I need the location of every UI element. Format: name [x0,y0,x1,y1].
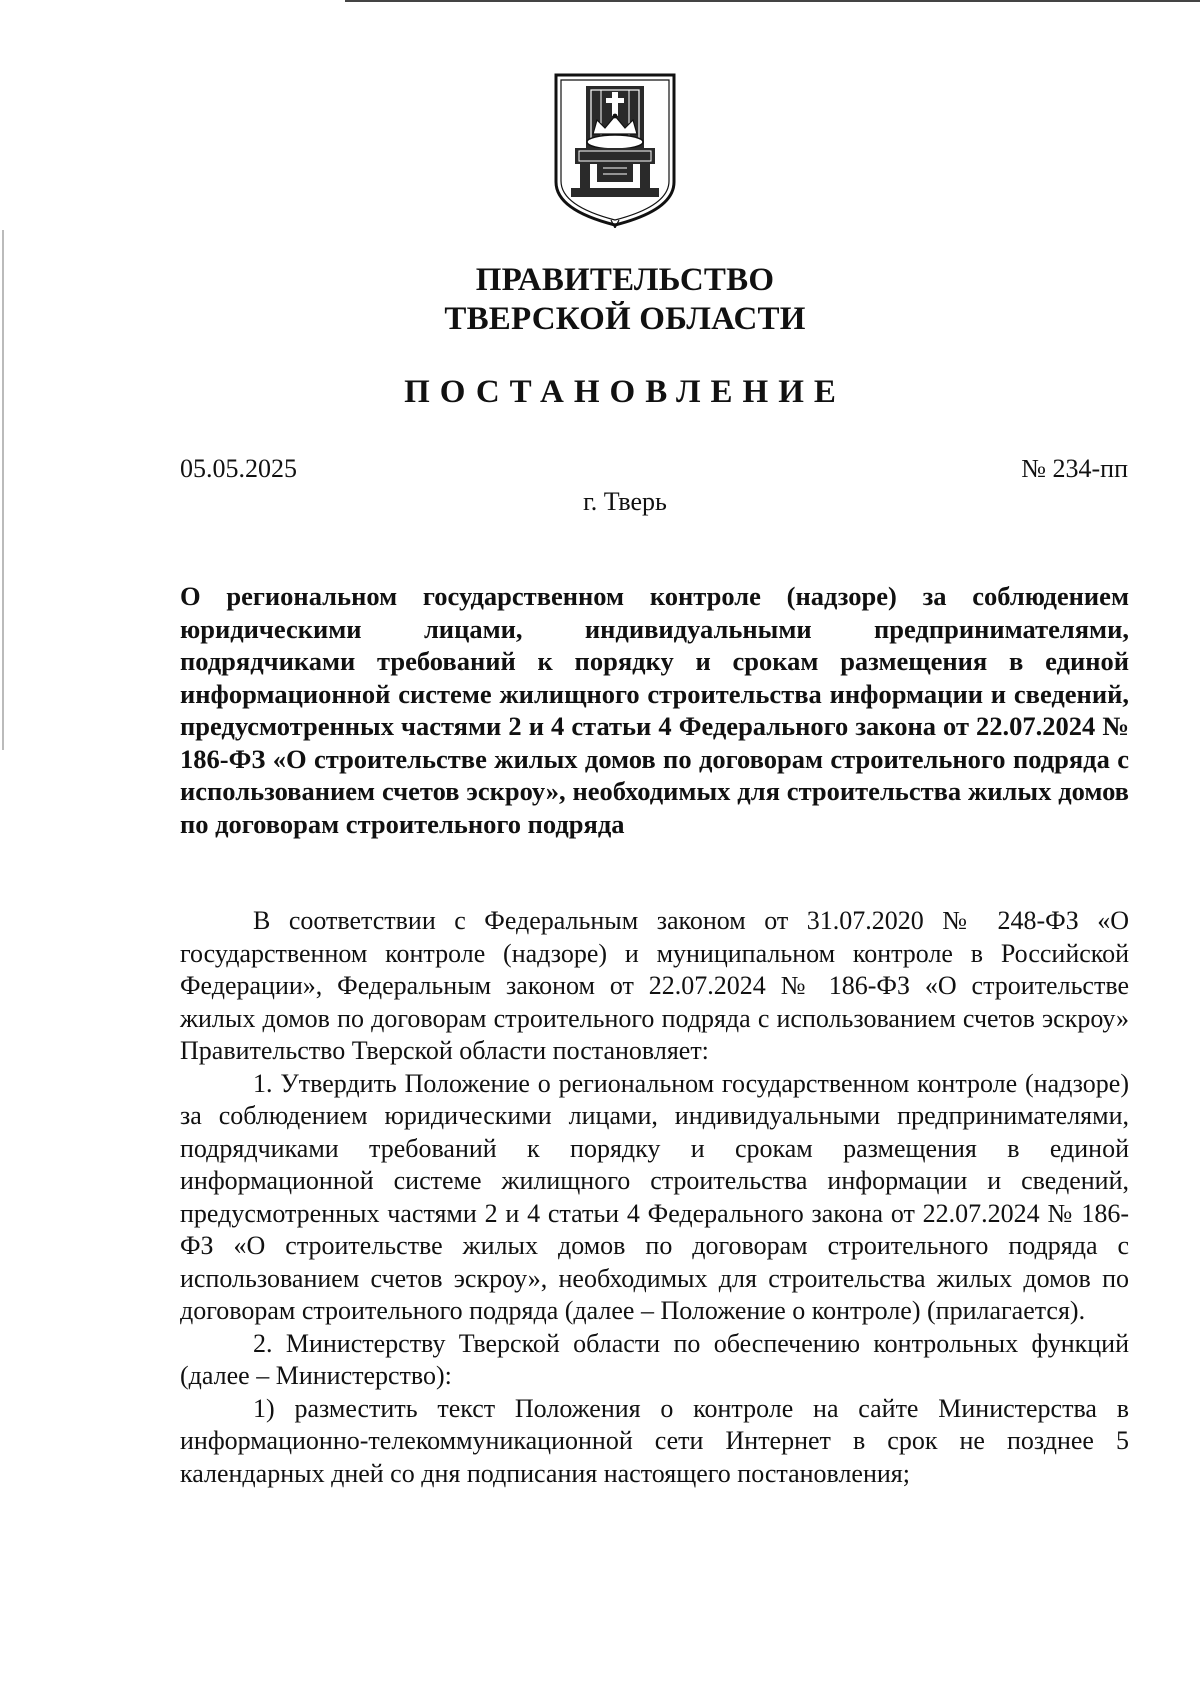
document-date: 05.05.2025 [180,454,297,483]
region-heading: ТВЕРСКОЙ ОБЛАСТИ [444,301,806,337]
document-city: г. Тверь [583,487,667,516]
document-type-heading: ПОСТАНОВЛЕНИЕ [404,374,846,410]
document-title: О региональном государственном контроле (надзоре) за соблюдением юридическими лицами, индивидуальными предпринимателями, подрядчиками требований к порядку и срокам размещения в единой информационной системе жилищного строительства информации и сведений, предусмотренных частями 2 и 4 статьи 4 Федерального закона от 22.07.2024 № 186-ФЗ «О строительстве жилых домов по договорам строительного подряда с использованием счетов эскроу», необходимых для строительства жилых домов по договорам строительного подряда [180,581,1129,839]
scan-edge-top [345,0,1200,2]
item-1-paragraph: 1. Утвердить Положение о региональном государственном контроле (надзоре) за соблюдением юридическими лицами, индивидуальными предпринимателями, подрядчиками требований к порядку и срокам размещения в единой информационной системе жилищного строительства информации и сведений, предусмотренных частями 2 и 4 статьи 4 Федерального закона от 22.07.2024 № 186-ФЗ «О строительстве жилых домов по договорам строительного подряда с использованием счетов эскроу», необходимых для строительства жилых домов по договорам строительного подряда (далее – Положение о контроле) (прилагается). [180,1068,1129,1325]
item-2-1-paragraph: 1) разместить текст Положения о контроле на сайте Министерства в информационно-телекоммуникационной сети Интернет в срок не позднее 5 календарных дней со дня подписания настоящего постановления; [180,1393,1129,1488]
preamble-paragraph: В соответствии с Федеральным законом от 31.07.2020 № 248-ФЗ «О государственном контроле (надзоре) и муниципальном контроле в Российской Федерации», Федеральным законом от 22.07.2024 № 186-ФЗ «О строительстве жилых домов по договорам строительного подряда с использованием счетов эскроу» Правительство Тверской области постановляет: [180,906,1129,1065]
item-2-paragraph: 2. Министерству Тверской области по обеспечению контрольных функций (далее – Министерство): [180,1328,1129,1390]
tver-coat-of-arms-emblem [553,72,677,228]
document-number: № 234-пп [1021,454,1128,483]
government-heading: ПРАВИТЕЛЬСТВО [475,262,775,298]
document-body [180,905,1129,1490]
